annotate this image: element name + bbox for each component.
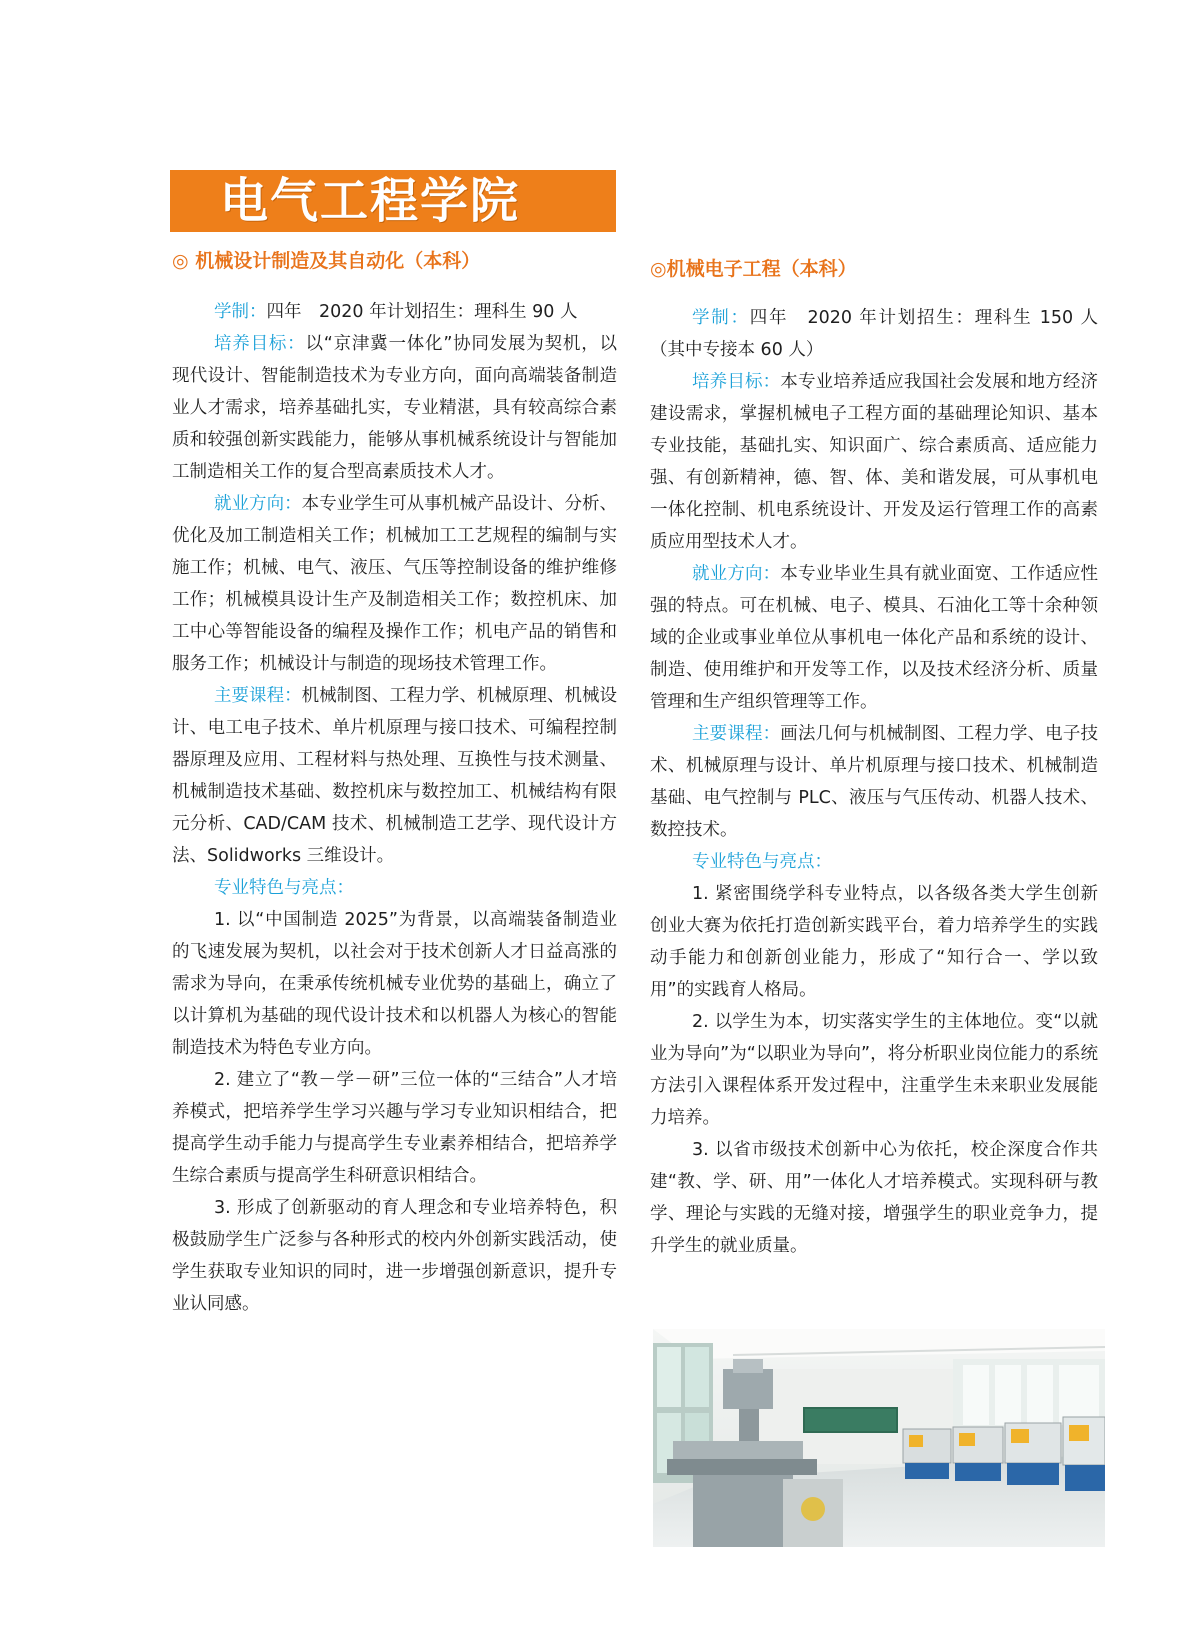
goal-paragraph-left: [172, 328, 617, 488]
college-title-banner: [170, 170, 616, 232]
college-title: 电气工程学院: [220, 173, 521, 229]
feature-item-left-2: 2. 建立了“教－学－研”三位一体的“三结合”人才培养模式，把培养学生学习兴趣与学习专业知识相结合，把提高学生动手能力与提高学生专业素养相结合，把培养学生综合素质与提高学生科研意识相结合。: [172, 1070, 617, 1186]
feature-item-right-2: 2. 以学生为本，切实落实学生的主体地位。变“以就业为导向”为“以职业为导向”，将分析职业岗位能力的系统方法引入课程体系开发过程中，注重学生未来职业发展能力培养。: [650, 1012, 1098, 1128]
right-column: [650, 256, 1098, 1262]
system-label: 学制：: [214, 302, 267, 322]
features-heading-left: [172, 872, 617, 904]
major-heading-left: ◎ 机械设计制造及其自动化（本科）: [172, 250, 481, 272]
goal-label: 培养目标：: [692, 372, 781, 392]
goal-label: 培养目标：: [214, 334, 306, 354]
employment-text: 本专业学生可从事机械产品设计、分析、优化及加工制造相关工作；机械加工工艺规程的编制与实施工作；机械、电气、液压、气压等控制设备的维护维修工作；机械模具设计生产及制造相关工作；数控机床、加工中心等智能设备的编程及操作工作；机电产品的销售和服务工作；机械设计与制造的现场技术管理工作。: [172, 494, 618, 674]
goal-paragraph-right: [650, 366, 1098, 558]
employment-text: 本专业毕业生具有就业面宽、工作适应性强的特点。可在机械、电子、模具、石油化工等十余种领域的企业或事业单位从事机电一体化产品和系统的设计、制造、使用维护和开发等工作，以及技术经济分析、质量管理和生产组织管理等工作。: [650, 564, 1099, 712]
system-paragraph-right: [650, 302, 1098, 366]
feature-item-right-1: 1. 紧密围绕学科专业特点，以各级各类大学生创新创业大赛为依托打造创新实践平台，着力培养学生的实践动手能力和创新创业能力，形成了“知行合一、学以致用”的实践育人格局。: [650, 884, 1098, 1000]
courses-text: 机械制图、工程力学、机械原理、机械设计、电工电子技术、单片机原理与接口技术、可编程控制器原理及应用、工程材料与热处理、互换性与技术测量、机械制造技术基础、数控机床与数控加工、机械结构有限元分析、CAD/CAM 技术、机械制造工艺学、现代设计方法、Solidworks 三维设计。: [172, 686, 618, 866]
feature-item-left-1: 1. 以“中国制造 2025”为背景，以高端装备制造业的飞速发展为契机，以社会对于技术创新人才日益高涨的需求为导向，在秉承传统机械专业优势的基础上，确立了以计算机为基础的现代设计技术和以机器人为核心的智能制造技术为特色专业方向。: [172, 910, 617, 1058]
employment-paragraph-left: [172, 488, 617, 680]
features-heading-right: [650, 846, 1098, 878]
employment-label: 就业方向：: [692, 564, 781, 584]
system-paragraph-left: [172, 296, 617, 328]
goal-text: 本专业培养适应我国社会发展和地方经济建设需求，掌握机械电子工程方面的基础理论知识、基本专业技能，基础扎实、知识面广、综合素质高、适应能力强、有创新精神，德、智、体、美和谐发展，可从事机电一体化控制、机电系统设计、开发及运行管理工作的高素质应用型技术人才。: [650, 372, 1099, 552]
lab-photo: [653, 1329, 1105, 1547]
goal-text: 以“京津冀一体化”协同发展为契机，以现代设计、智能制造技术为专业方向，面向高端装备制造业人才需求，培养基础扎实，专业精湛，具有较高综合素质和较强创新实践能力，能够从事机械系统设计与智能加工制造相关工作的复合型高素质技术人才。: [172, 334, 617, 482]
system-label: 学制：: [692, 308, 750, 328]
feature-item-left-3: 3. 形成了创新驱动的育人理念和专业培养特色，积极鼓励学生广泛参与各种形式的校内外创新实践活动，使学生获取专业知识的同时，进一步增强创新意识，提升专业认同感。: [172, 1198, 617, 1314]
courses-paragraph-left: [172, 680, 617, 872]
system-text: 四年 2020 年计划招生：理科生 90 人: [266, 302, 578, 322]
left-column: [172, 248, 617, 1320]
feature-item-right-3: 3. 以省市级技术创新中心为依托，校企深度合作共建“教、学、研、用”一体化人才培养模式。实现科研与教学、理论与实践的无缝对接，增强学生的职业竞争力，提升学生的就业质量。: [650, 1140, 1098, 1256]
employment-label: 就业方向：: [214, 494, 302, 514]
courses-paragraph-right: [650, 718, 1098, 846]
courses-label: 主要课程：: [692, 724, 781, 744]
courses-label: 主要课程：: [214, 686, 302, 706]
features-label: 专业特色与亮点：: [214, 878, 354, 898]
employment-paragraph-right: [650, 558, 1098, 718]
features-label: 专业特色与亮点：: [692, 852, 832, 872]
courses-text: 画法几何与机械制图、工程力学、电子技术、机械原理与设计、单片机原理与接口技术、机械制造基础、电气控制与 PLC、液压与气压传动、机器人技术、数控技术。: [650, 724, 1099, 840]
system-text: 四年 2020 年计划招生：理科生 150 人（其中专接本 60 人）: [650, 308, 1098, 360]
major-heading-right: ◎机械电子工程（本科）: [650, 258, 857, 280]
